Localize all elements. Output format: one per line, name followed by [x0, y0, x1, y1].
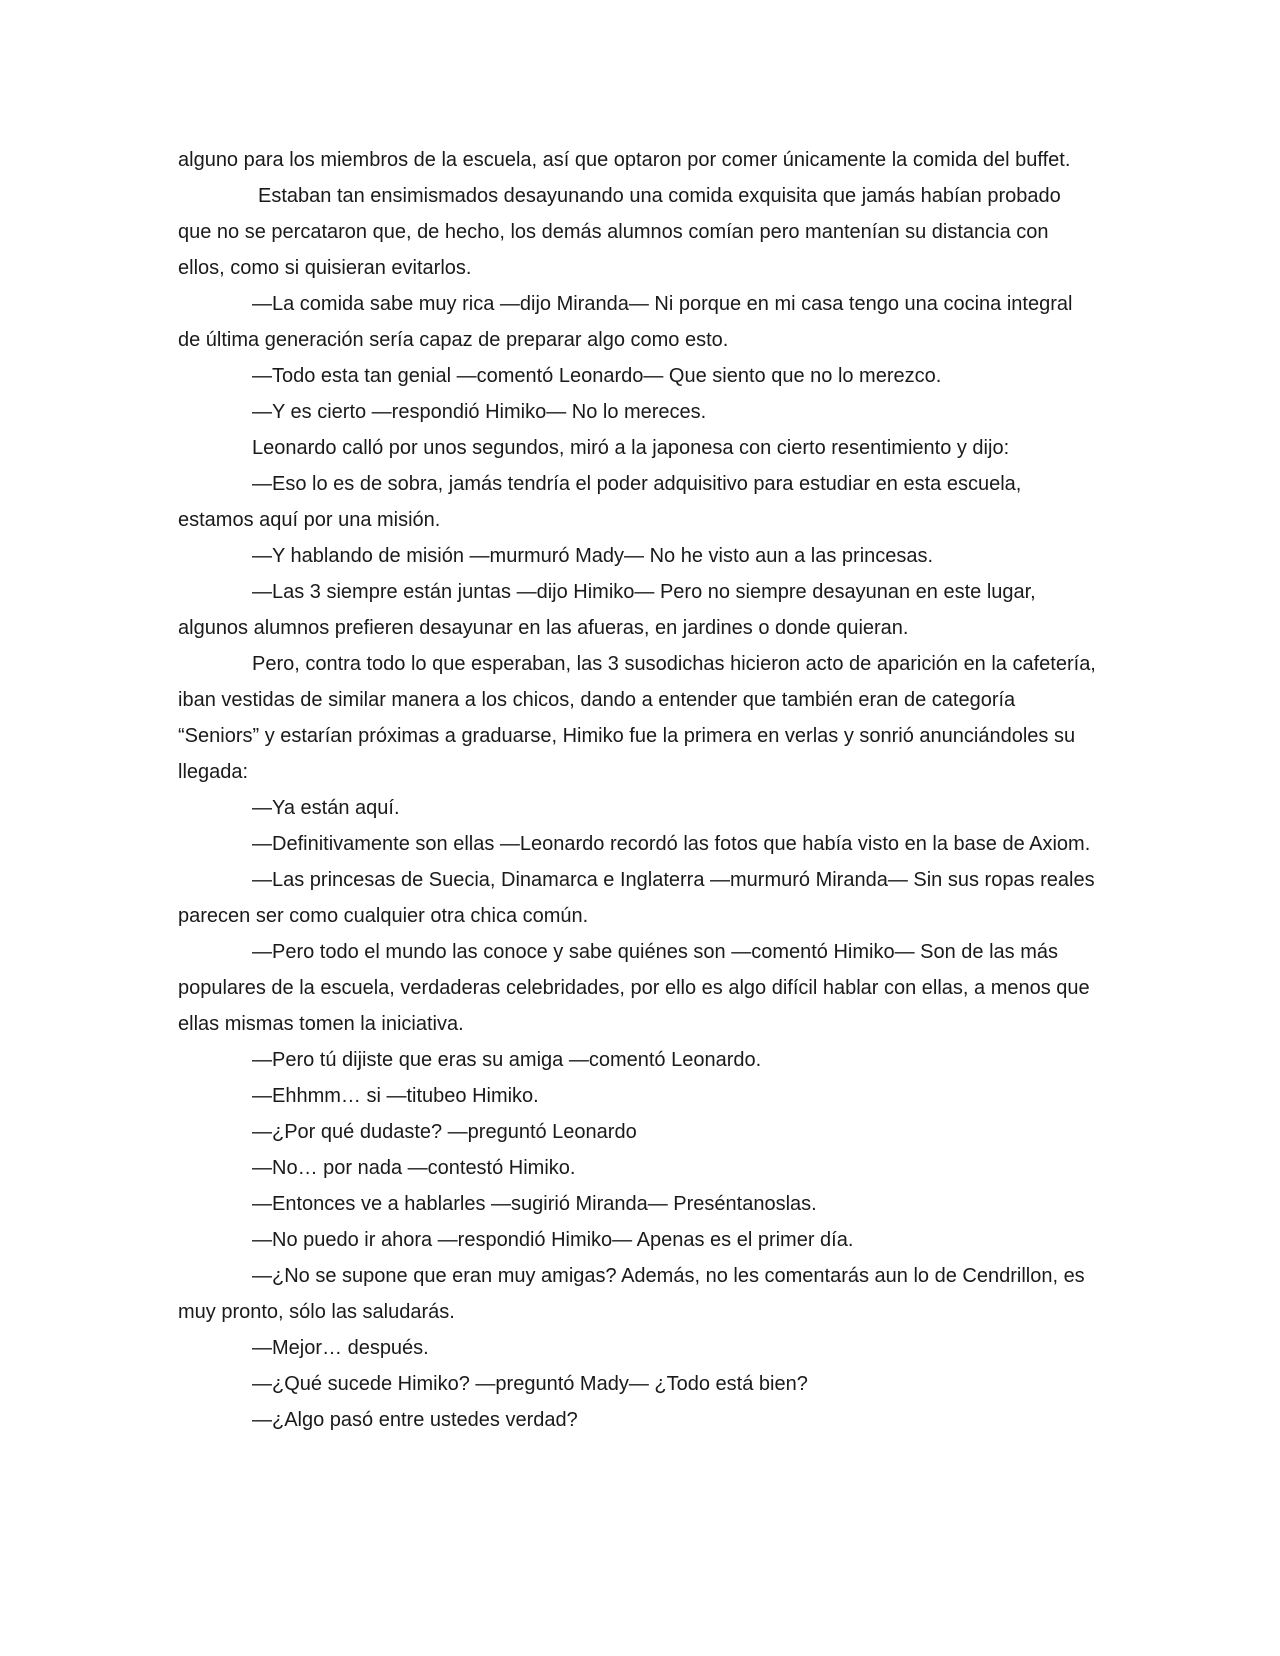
dialogue-line: —No puedo ir ahora —respondió Himiko— Apenas es el primer día.	[252, 1229, 854, 1251]
paragraph: Pero, contra todo lo que esperaban, las 3 susodichas hicieron acto de aparición en la cafetería, iban vestidas de similar manera a los chicos, dando a entender que también eran de categoría “Seniors” y estarían próximas a graduarse, Himiko fue la primera en verlas y sonrió anunciándoles su llegada:	[178, 653, 1096, 783]
dialogue-line: —Y es cierto —respondió Himiko— No lo mereces.	[252, 401, 707, 423]
dialogue-line: —Las 3 siempre están juntas —dijo Himiko— Pero no siempre desayunan en este lugar, algunos alumnos prefieren desayunar en las afueras, en jardines o donde quieran.	[178, 581, 1036, 639]
dialogue-line: —Ehhmm… si —titubeo Himiko.	[252, 1085, 539, 1107]
dialogue-line: —Ya están aquí.	[252, 797, 400, 819]
dialogue-line: —Y hablando de misión —murmuró Mady— No he visto aun a las princesas.	[252, 545, 934, 567]
dialogue-line: —Eso lo es de sobra, jamás tendría el poder adquisitivo para estudiar en esta escuela, estamos aquí por una misión.	[178, 473, 1022, 531]
dialogue-line: —¿Algo pasó entre ustedes verdad?	[252, 1409, 578, 1431]
dialogue-line: —Pero tú dijiste que eras su amiga —comentó Leonardo.	[252, 1049, 762, 1071]
dialogue-line: —Todo esta tan genial —comentó Leonardo— Que siento que no lo merezco.	[252, 365, 942, 387]
dialogue-line: —¿No se supone que eran muy amigas? Además, no les comentarás aun lo de Cendrillon, es muy pronto, sólo las saludarás.	[178, 1265, 1085, 1323]
dialogue-line: —Entonces ve a hablarles —sugirió Miranda— Preséntanoslas.	[252, 1193, 817, 1215]
dialogue-line: —¿Por qué dudaste? —preguntó Leonardo	[252, 1121, 637, 1143]
dialogue-line: —¿Qué sucede Himiko? —preguntó Mady— ¿Todo está bien?	[252, 1373, 808, 1395]
body-text	[178, 142, 1098, 1438]
paragraph: Leonardo calló por unos segundos, miró a la japonesa con cierto resentimiento y dijo:	[252, 437, 1010, 459]
paragraph: alguno para los miembros de la escuela, así que optaron por comer únicamente la comida del buffet.	[178, 149, 1071, 171]
paragraph: Estaban tan ensimismados desayunando una comida exquisita que jamás habían probado que no se percataron que, de hecho, los demás alumnos comían pero mantenían su distancia con ellos, como si quisieran evitarlos.	[178, 185, 1061, 279]
dialogue-line: —Pero todo el mundo las conoce y sabe quiénes son —comentó Himiko— Son de las más populares de la escuela, verdaderas celebridades, por ello es algo difícil hablar con ellas, a menos que ellas mismas tomen la iniciativa.	[178, 941, 1090, 1035]
dialogue-line: —Definitivamente son ellas —Leonardo recordó las fotos que había visto en la base de Axiom.	[252, 833, 1091, 855]
dialogue-line: —Mejor… después.	[252, 1337, 429, 1359]
dialogue-line: —Las princesas de Suecia, Dinamarca e Inglaterra —murmuró Miranda— Sin sus ropas reales parecen ser como cualquier otra chica común.	[178, 869, 1095, 927]
dialogue-line: —No… por nada —contestó Himiko.	[252, 1157, 576, 1179]
dialogue-line: —La comida sabe muy rica —dijo Miranda— Ni porque en mi casa tengo una cocina integral de última generación sería capaz de preparar algo como esto.	[178, 293, 1073, 351]
